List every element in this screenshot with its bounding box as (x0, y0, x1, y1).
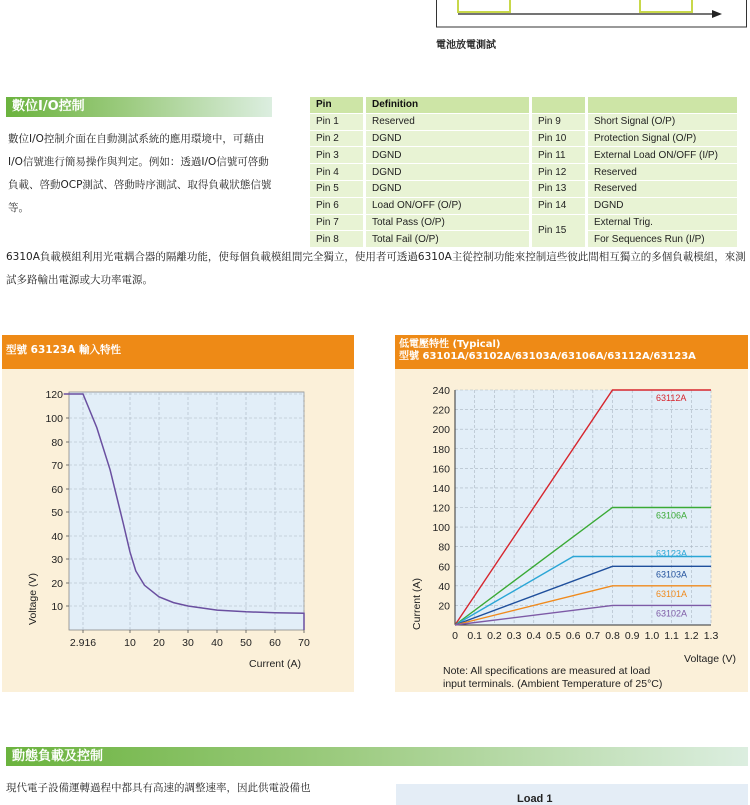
x-tick-label: 30 (182, 637, 194, 649)
y-tick-label: 140 (432, 482, 450, 495)
y-tick-label: 60 (438, 561, 450, 574)
x-tick-label: 10 (124, 637, 136, 649)
table-row: Pin 8 Total Fail (O/P) For Sequences Run (I/P) (310, 231, 739, 248)
y-tick-label: 30 (51, 554, 63, 566)
chart1-svg (2, 369, 354, 692)
load1-label: Load 1 (517, 793, 553, 805)
series-label-63112A: 63112A (655, 393, 687, 403)
y-tick-label: 100 (45, 413, 63, 425)
y-tick-label: 180 (432, 443, 450, 456)
x-tick-label: 20 (153, 637, 165, 649)
x-tick-label: 0.9 (624, 630, 640, 642)
y-axis-label: Current (A) (411, 578, 423, 630)
chart1-panel (2, 335, 354, 692)
x-tick-label: 0 (452, 630, 458, 642)
table-row: Pin 4 DGND Pin 12 Reserved (310, 164, 739, 181)
x-tick-label: 1.3 (703, 630, 719, 642)
series-label-63106A: 63106A (655, 510, 688, 521)
y-tick-label: 10 (51, 601, 63, 613)
y-tick-label: 160 (432, 463, 450, 476)
digital-io-title: 數位I/O控制 (12, 99, 85, 114)
dynamic-load-paragraph: 現代電子設備運轉過程中都具有高速的調整速率，因此供電設備也 (6, 782, 311, 794)
y-tick-label: 100 (432, 522, 450, 535)
digital-io-header (6, 97, 272, 117)
x-tick-label: 50 (240, 637, 252, 649)
x-tick-label: 0.5 (546, 630, 561, 642)
table-row: Pin 7 Total Pass (O/P) Pin 15 External Trig. (310, 214, 739, 231)
y-tick-label: 200 (432, 424, 450, 437)
load1-box (396, 784, 748, 805)
x-tick-label: 1.2 (684, 630, 699, 642)
x-tick-label: 1.0 (644, 630, 660, 642)
y-tick-label: 50 (51, 507, 63, 519)
battery-discharge-caption: 電池放電測試 (436, 40, 496, 51)
x-tick-label: 70 (298, 637, 310, 649)
series-label-63102A: 63102A (655, 608, 688, 619)
y-tick-label: 220 (432, 404, 450, 417)
pin-header: Pin (310, 97, 365, 113)
y-tick-label: 70 (51, 460, 63, 472)
x-tick-label: 0.8 (605, 630, 620, 642)
y-tick-label: 240 (432, 385, 450, 397)
chart2-panel (395, 335, 748, 692)
y-tick-label: 80 (51, 437, 63, 449)
table-row: Pin 2 DGND Pin 10 Protection Signal (O/P) (310, 130, 739, 147)
x-tick-label: 0.6 (565, 630, 581, 642)
isolation-paragraph: 6310A負載模組利用光電耦合器的隔離功能，使每個負載模組間完全獨立，使用者可透過6310A主從控制功能來控制這些彼此間相互獨立的多個負載模組，來測試多路輸出電源或大功率電源。 (6, 251, 746, 286)
chart2-svg (395, 369, 748, 692)
y-axis-label: Voltage (V) (27, 573, 39, 625)
series-label-63101A: 63101A (655, 588, 688, 599)
chart2-title: 低電壓特性 (Typical) 型號 63101A/63102A/63103A/63106A/63112A/63123A (395, 335, 748, 369)
dynamic-load-title: 動態負載及控制 (12, 749, 104, 764)
x-tick-label: 1.1 (664, 630, 679, 642)
note-line1: Note: All specifications are measured at load (443, 665, 651, 677)
table-row: Pin 3 DGND Pin 11 External Load ON/OFF (I/P) (310, 147, 739, 164)
x-tick-label: 0.7 (585, 630, 601, 642)
pin-definition-table (310, 97, 740, 248)
x-tick-label: 0.3 (506, 630, 522, 642)
table-row: Pin 6 Load ON/OFF (O/P) Pin 14 DGND (310, 197, 739, 214)
y-tick-label: 120 (432, 502, 450, 515)
definition-header: Definition (365, 97, 531, 113)
y-tick-label: 80 (438, 541, 450, 554)
y-tick-label: 20 (438, 600, 450, 613)
y-tick-label: 60 (51, 484, 63, 496)
x-tick-label: 0.4 (526, 630, 542, 642)
y-tick-label: 40 (51, 531, 63, 543)
series-label-63103A: 63103A (655, 569, 688, 580)
digital-io-paragraph: 數位I/O控制介面在自動測試系統的應用環境中，可藉由I/O信號進行簡易操作與判定。例如：透過I/O信號可啓動負載、啓動OCP測試、啓動時序測試、取得負載狀態信號等。 (8, 133, 272, 214)
x-tick-label: 0.2 (487, 630, 502, 642)
y-tick-label: 20 (51, 578, 63, 590)
chart1-title: 型號 63123A 輸入特性 (2, 335, 354, 369)
table-row: Pin 1 Reserved Pin 9 Short Signal (O/P) (310, 113, 739, 130)
plot-area (69, 392, 304, 630)
table-row: Pin 5 DGND Pin 13 Reserved (310, 180, 739, 197)
y-tick-label: 120 (45, 389, 63, 401)
x-tick-label: 40 (211, 637, 223, 649)
x-axis-label: Current (A) (249, 658, 301, 670)
x-axis-label: Voltage (V) (684, 653, 736, 665)
dynamic-load-header (6, 747, 748, 766)
y-tick-label: 40 (438, 580, 450, 593)
x-tick-label: 60 (269, 637, 281, 649)
battery-discharge-diagram (436, 0, 748, 28)
x-tick-label: 2.916 (69, 637, 97, 649)
x-tick-label: 0.1 (467, 630, 482, 642)
note-line2: input terminals. (Ambient Temperature of 25°C) (443, 678, 663, 690)
series-label-63123A: 63123A (655, 548, 688, 559)
